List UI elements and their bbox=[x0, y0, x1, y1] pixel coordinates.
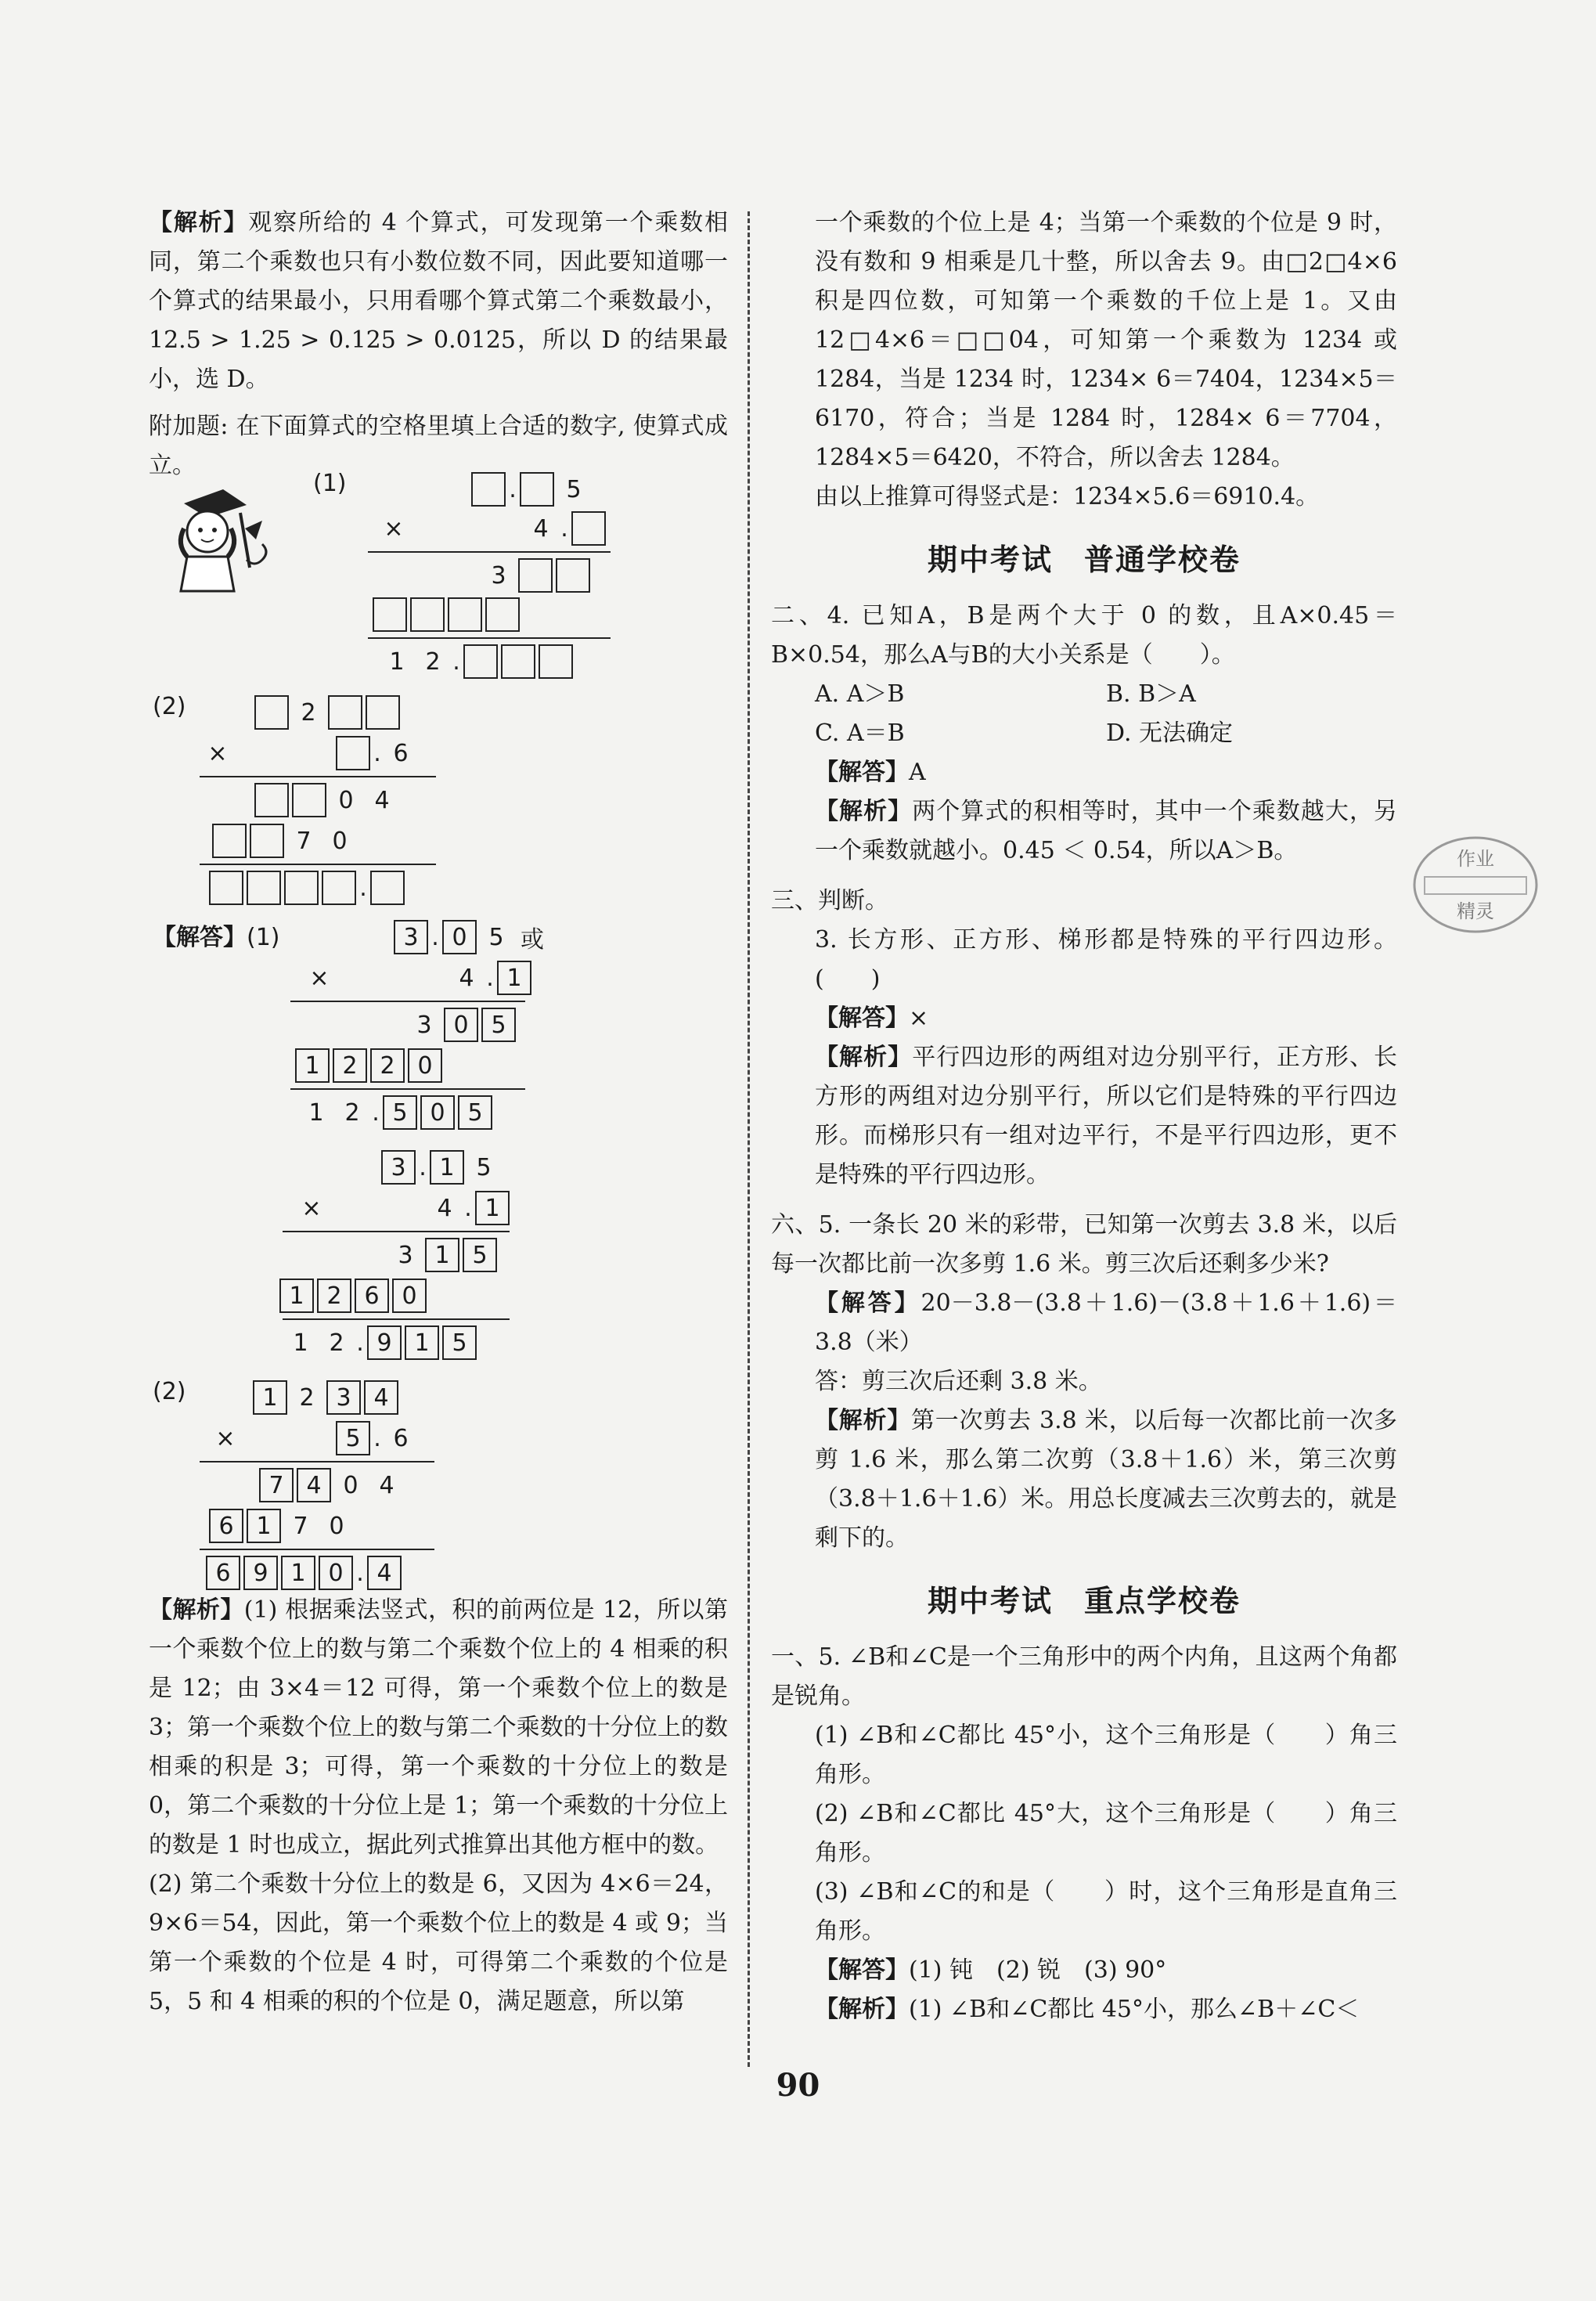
right-column bbox=[771, 204, 1397, 2029]
answer-box[interactable] bbox=[518, 558, 553, 593]
conclusion: 由以上推算可得竖式是：1234×5.6＝6910.4。 bbox=[815, 483, 1320, 510]
answer-2-4: 【解答】A bbox=[815, 759, 926, 786]
svg-text:作业: 作业 bbox=[1457, 848, 1494, 870]
analysis-paragraph-1: 【解析】观察所给的 4 个算式，可发现第一个乘数相同，第二个乘数也只有小数位数不同，因此要知道哪一个算式的结果最小，只用看哪个算式第二个乘数最小，12.5 > 1.25 > 0.125 > 0.0125，所以 D 的结果最小，选 D。 bbox=[149, 209, 728, 393]
question-2-4: 二、4. 已知A，B是两个大于 0 的数，且A×0.45＝B×0.54，那么A与B的大小关系是（ ）。 bbox=[771, 602, 1397, 669]
question-3: 三、判断。 bbox=[771, 887, 888, 914]
answer-box[interactable] bbox=[501, 644, 535, 679]
analysis-2: (2) 第二个乘数十分位上的数是 6，又因为 4×6＝24，9×6＝54，因此，第一个乘数个位上的数是 4 或 9；当第一个乘数的个位是 4 时，可得第二个乘数的个位是 5，5 和 4 相乘的积的个位是 0，满足题意，所以第 bbox=[149, 1870, 728, 2015]
answer-box[interactable] bbox=[254, 783, 289, 817]
section-heading-key: 期中考试 重点学校卷 bbox=[927, 1584, 1241, 1618]
answer-box[interactable] bbox=[556, 558, 590, 593]
answer-2-label: (2) bbox=[153, 1378, 186, 1405]
option-d[interactable]: D. 无法确定 bbox=[1106, 720, 1234, 747]
svg-text:精灵: 精灵 bbox=[1457, 900, 1494, 922]
answer-box[interactable] bbox=[366, 695, 400, 730]
option-a[interactable]: A. A＞B bbox=[815, 680, 905, 708]
question-3-3: 3. 长方形、正方形、梯形都是特殊的平行四边形。( ) bbox=[815, 926, 1397, 993]
answer-box[interactable] bbox=[254, 695, 289, 730]
question-1-5-a: (1) ∠B和∠C都比 45°小，这个三角形是（ ）角三角形。 bbox=[815, 1722, 1397, 1788]
student-cartoon-icon bbox=[153, 481, 278, 599]
analysis-1-5: 【解析】(1) ∠B和∠C都比 45°小，那么∠B＋∠C＜ bbox=[815, 1996, 1360, 2023]
or-label: 或 bbox=[521, 926, 544, 954]
question-1-multiplication: (1) . 5 × 4 . 3 1 2 . bbox=[313, 470, 611, 681]
question-1-5-c: (3) ∠B和∠C的和是（ ）时，这个三角形是直角三角形。 bbox=[815, 1878, 1397, 1945]
options bbox=[771, 675, 1397, 753]
homework-stamp-icon bbox=[1409, 830, 1542, 940]
answer-box[interactable] bbox=[292, 783, 326, 817]
answer-1-alt-multiplication: 3 . 1 5 × 4 . 1 3 1 5 1 2 6 0 1 2 . 9 1 5 bbox=[153, 1148, 591, 1367]
answer-box[interactable] bbox=[250, 824, 284, 858]
answer-box[interactable] bbox=[212, 824, 247, 858]
left-analysis bbox=[149, 1591, 728, 2021]
answer-1-5: 【解答】(1) 钝 (2) 锐 (3) 90° bbox=[815, 1957, 1167, 1984]
answer-box[interactable] bbox=[485, 597, 520, 632]
answer-label: 【解答】 bbox=[153, 924, 247, 951]
question-1-label: (1) bbox=[313, 470, 347, 497]
answer-box[interactable] bbox=[336, 736, 370, 770]
analysis-6-5: 【解析】第一次剪去 3.8 米，以后每一次都比前一次多剪 1.6 米，那么第二次剪（3.8＋1.6）米，第三次剪（3.8＋1.6＋1.6）米。用总长度减去三次剪去的，就是剩下的。 bbox=[815, 1407, 1397, 1552]
analysis-2-4: 【解析】两个算式的积相等时，其中一个乘数越大，另一个乘数就越小。0.45 ＜ 0.54，所以A＞B。 bbox=[815, 798, 1398, 864]
answer-box[interactable] bbox=[328, 695, 362, 730]
answer-box[interactable] bbox=[322, 871, 356, 905]
answer-box[interactable] bbox=[539, 644, 573, 679]
page-number: 90 bbox=[776, 2067, 820, 2104]
analysis-3-3: 【解析】平行四边形的两组对边分别平行，正方形、长方形的两组对边分别平行，所以它们是特殊的平行四边形。而梯形只有一组对边平行，不是平行四边形，更不是特殊的平行四边形。 bbox=[815, 1044, 1398, 1188]
section-heading-mid: 期中考试 普通学校卷 bbox=[927, 543, 1241, 577]
answer-box[interactable] bbox=[209, 871, 243, 905]
question-6-5: 六、5. 一条长 20 米的彩带，已知第一次剪去 3.8 米，以后每一次都比前一次多剪 1.6 米。剪三次后还剩多少米? bbox=[771, 1211, 1397, 1278]
column-divider bbox=[748, 211, 750, 2067]
question-2-multiplication: (2) 2 × . 6 0 4 7 0 . bbox=[153, 693, 450, 912]
question-1-5-b: (2) ∠B和∠C都比 45°大，这个三角形是（ ）角三角形。 bbox=[815, 1800, 1397, 1866]
answer-box[interactable] bbox=[448, 597, 482, 632]
answer-box[interactable] bbox=[410, 597, 445, 632]
answer-box[interactable] bbox=[520, 472, 554, 507]
answer-6-5: 【解答】20－3.8－(3.8＋1.6)－(3.8＋1.6＋1.6)＝3.8（米） bbox=[815, 1289, 1398, 1356]
answer-box[interactable] bbox=[247, 871, 281, 905]
extra-question-title: 附加题: 在下面算式的空格里填上合适的数字, 使算式成立。 bbox=[149, 413, 728, 479]
answer-box[interactable] bbox=[373, 597, 407, 632]
answer-box[interactable] bbox=[370, 871, 405, 905]
answer-6-5-b: 答：剪三次后还剩 3.8 米。 bbox=[815, 1368, 1102, 1395]
answer-box[interactable] bbox=[463, 644, 498, 679]
answer-box[interactable] bbox=[471, 472, 506, 507]
answer-box[interactable] bbox=[284, 871, 319, 905]
option-c[interactable]: C. A＝B bbox=[815, 720, 905, 747]
answer-3-3: 【解答】× bbox=[815, 1004, 929, 1032]
analysis-1: 【解析】(1) 根据乘法竖式，积的前两位是 12，所以第一个乘数个位上的数与第二个乘数个位上的 4 相乘的积是 12；由 3×4＝12 可得，第一个乘数个位上的数是 3；第一个乘数个位上的数与第二个乘数的十分位上的数相乘的积是 3；可得，第一个乘数的十分位上的数是 0，第二个乘数的十分位上是 1；第一个乘数的十分位上的数是 1 时也成立，据此列式推算出其他方框中的数。 bbox=[149, 1596, 729, 1859]
answer-1-multiplication: 【解答】(1) 3 . 0 5 或 × 4 . 1 3 0 5 1 2 2 0 1 2 . 5 0 5 bbox=[153, 918, 591, 1137]
answer-box[interactable] bbox=[571, 511, 606, 546]
left-column bbox=[149, 204, 728, 485]
answer-2-multiplication: (2) 1 2 3 4 × 5 . 6 7 4 0 4 6 1 7 0 6 9 1 0 . 4 bbox=[153, 1378, 544, 1597]
option-b[interactable]: B. B＞A bbox=[1106, 680, 1196, 708]
question-2-label: (2) bbox=[153, 693, 186, 720]
analysis-continued: 一个乘数的个位上是 4；当第一个乘数的个位是 9 时，没有数和 9 相乘是几十整，所以舍去 9。由□2□4×6 积是四位数，可知第一个乘数的千位上是 1。又由 12□4×6＝□□04，可知第一个乘数为 1234 或 1284，当是 1234 时，1234× 6＝7404，1234×5＝6170，符合；当是 1284 时，1284× 6＝7704，1284×5＝6420，不符合，所以舍去 1284。 bbox=[815, 209, 1397, 471]
question-1-5: 一、5. ∠B和∠C是一个三角形中的两个内角，且这两个角都是锐角。 bbox=[771, 1643, 1397, 1710]
